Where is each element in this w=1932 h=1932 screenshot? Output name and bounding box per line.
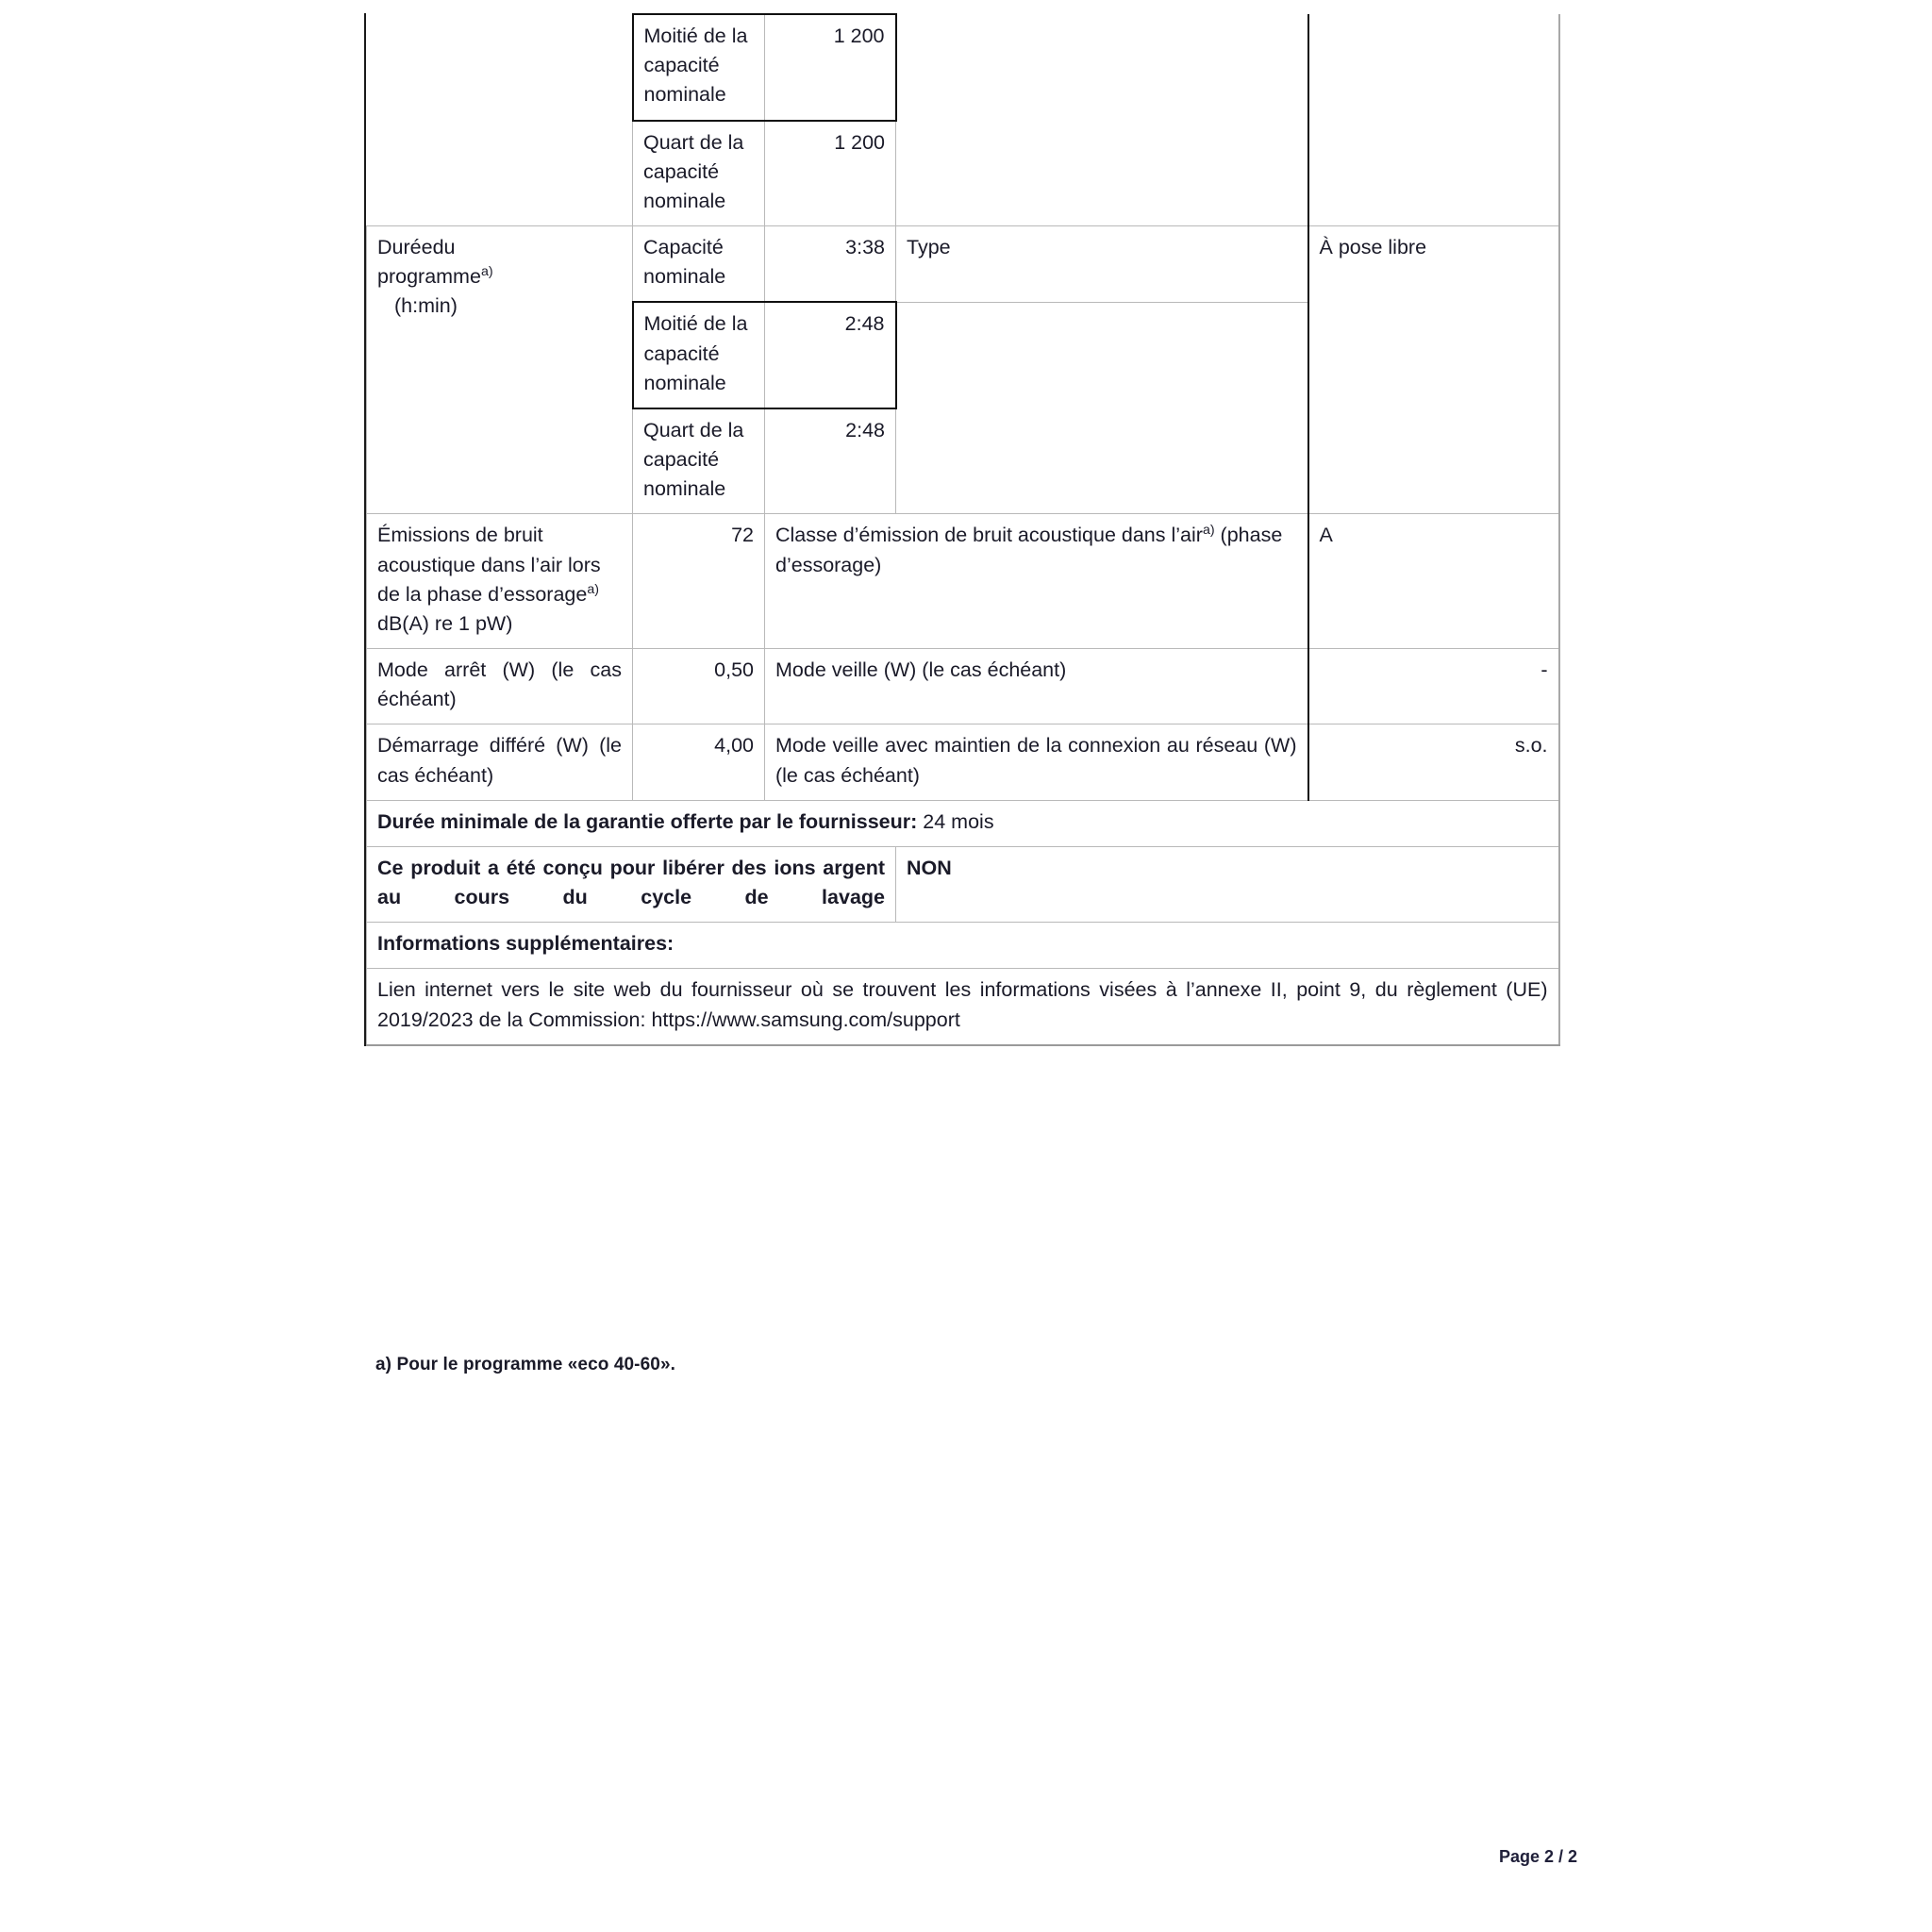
cell-silver-ions-label: Ce produit a été conçu pour libérer des ions argent au cours du cycle de lavage xyxy=(367,846,896,922)
supplier-link-url[interactable]: https://www.samsung.com/support xyxy=(651,1008,960,1031)
cell-spin-label-continued xyxy=(367,14,633,226)
table-row-additional-info xyxy=(367,923,1559,969)
table-row-delayed-start xyxy=(367,724,1559,800)
cell-spin-right-empty-b xyxy=(1308,14,1559,226)
table-footnote: a) Pour le programme «eco 40-60». xyxy=(375,1355,675,1374)
cell-network-standby-value: s.o. xyxy=(1308,724,1559,800)
cell-supplier-link xyxy=(367,969,1559,1045)
cell-silver-ions-value: NON xyxy=(896,846,1559,922)
cell-warranty xyxy=(367,800,1559,846)
cell-duration-sub-label-2: Quart de la capacité nominale xyxy=(633,408,765,514)
noise-class-label-text: Classe d’émission de bruit acoustique dans l’air xyxy=(775,524,1203,547)
product-datasheet-table-wrapper xyxy=(364,13,1558,1046)
supplier-link-text: Lien internet vers le site web du fournisseur où se trouvent les informations visées à l’annexe II, point 9, du règlement (UE) 2019/2023 de la Commission: xyxy=(377,978,1548,1031)
duration-label-text: Durée xyxy=(377,236,433,259)
cell-type-label: Type xyxy=(896,226,1308,303)
product-datasheet-table xyxy=(366,13,1560,1046)
cell-additional-info-label: Informations supplémentaires: xyxy=(367,923,1559,969)
table-row-silver-ions xyxy=(367,846,1559,922)
table-row-off-mode xyxy=(367,649,1559,724)
warranty-label: Durée minimale de la garantie offerte par le fournisseur: xyxy=(377,809,918,833)
noise-class-label-tail: (phase d’essorage) xyxy=(775,524,1283,576)
noise-label-text: Émissions de bruit acoustique dans l’air lors de la phase d’essorage xyxy=(377,524,601,606)
duration-label-footnote-marker: a) xyxy=(480,264,493,280)
table-row-duration-nominal xyxy=(367,226,1559,303)
noise-label-unit: dB(A) re 1 pW) xyxy=(377,611,513,635)
cell-delayed-start-label: Démarrage différé (W) (le cas échéant) xyxy=(367,724,633,800)
table-row-warranty xyxy=(367,800,1559,846)
cell-spin-quarter-value: 1 200 xyxy=(765,121,896,226)
cell-spin-right-empty-a xyxy=(896,14,1308,226)
table-row-noise xyxy=(367,514,1559,649)
cell-duration-sub-label-0: Capacité nominale xyxy=(633,226,765,303)
cell-noise-class-label xyxy=(765,514,1308,649)
cell-duration-sub-value-0: 3:38 xyxy=(765,226,896,303)
cell-spin-half-value: 1 200 xyxy=(765,14,896,121)
cell-off-mode-value: 0,50 xyxy=(633,649,765,724)
cell-type-value: À pose libre xyxy=(1308,226,1559,514)
duration-label-du: du xyxy=(432,236,456,259)
cell-spin-half-label: Moitié de la capacité nominale xyxy=(633,14,765,121)
cell-off-mode-label: Mode arrêt (W) (le cas échéant) xyxy=(367,649,633,724)
cell-duration-sub-label-1: Moitié de la capacité nominale xyxy=(633,302,765,408)
duration-label-programme: programme xyxy=(377,265,481,289)
cell-duration-label xyxy=(367,226,633,514)
table-row-spin-half xyxy=(367,14,1559,121)
warranty-value: 24 mois xyxy=(923,809,994,833)
cell-noise-label xyxy=(367,514,633,649)
noise-class-footnote-marker: a) xyxy=(1202,523,1215,539)
cell-delayed-start-value: 4,00 xyxy=(633,724,765,800)
cell-type-empty xyxy=(896,302,1308,514)
cell-network-standby-label: Mode veille avec maintien de la connexion au réseau (W) (le cas échéant) xyxy=(765,724,1308,800)
cell-noise-class-value: A xyxy=(1308,514,1559,649)
cell-duration-sub-value-2: 2:48 xyxy=(765,408,896,514)
duration-label-unit: (h:min) xyxy=(394,294,458,318)
cell-duration-sub-value-1: 2:48 xyxy=(765,302,896,408)
cell-standby-label: Mode veille (W) (le cas échéant) xyxy=(765,649,1308,724)
table-row-supplier-link xyxy=(367,969,1559,1045)
cell-noise-value: 72 xyxy=(633,514,765,649)
cell-standby-value: - xyxy=(1308,649,1559,724)
noise-label-footnote-marker: a) xyxy=(587,581,599,597)
cell-spin-quarter-label: Quart de la capacité nominale xyxy=(633,121,765,226)
page-number: Page 2 / 2 xyxy=(1498,1847,1577,1866)
